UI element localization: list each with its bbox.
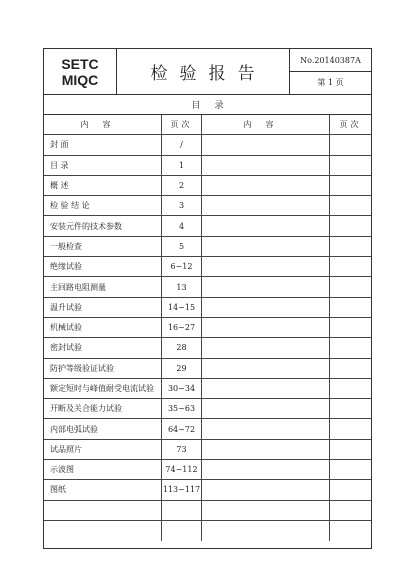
- toc-item-page-2: [330, 237, 371, 256]
- toc-item-content-2: [202, 338, 330, 357]
- toc-item-content-2: [202, 277, 330, 296]
- table-row: [44, 440, 371, 460]
- toc-item-content-2: [202, 440, 330, 459]
- toc-item-content-2: [202, 298, 330, 317]
- toc-item-page-2: [330, 338, 371, 357]
- table-row: [44, 298, 371, 318]
- toc-item-page: 1: [162, 156, 202, 175]
- toc-item-page-2: [330, 298, 371, 317]
- toc-item-content-2: [202, 399, 330, 418]
- toc-item-content: 封 面: [44, 135, 162, 154]
- report-sheet: [43, 48, 372, 549]
- toc-item-content-2: [202, 419, 330, 438]
- table-row: [44, 501, 371, 521]
- table-header-row: [44, 115, 371, 135]
- toc-item-page: 4: [162, 216, 202, 235]
- table-row: [44, 521, 371, 541]
- toc-item-page: 35~63: [162, 399, 202, 418]
- toc-item-page: 16~27: [162, 318, 202, 337]
- toc-item-page: 3: [162, 196, 202, 215]
- toc-item-page: 5: [162, 237, 202, 256]
- toc-item-content: 图纸: [44, 480, 162, 499]
- toc-item-content-2: [202, 501, 330, 520]
- table-row: [44, 257, 371, 277]
- toc-item-page-2: [330, 379, 371, 398]
- page-number: 第 1 页: [317, 78, 344, 87]
- toc-item-page-2: [330, 318, 371, 337]
- toc-item-page: 29: [162, 359, 202, 378]
- toc-item-content: 一般检查: [44, 237, 162, 256]
- toc-item-page-2: [330, 419, 371, 438]
- toc-item-content-2: [202, 379, 330, 398]
- toc-item-page-2: [330, 399, 371, 418]
- toc-item-content: [44, 521, 162, 541]
- toc-item-page-2: [330, 359, 371, 378]
- toc-item-page-2: [330, 501, 371, 520]
- col-header-content-2: 内容: [202, 115, 330, 134]
- toc-item-content-2: [202, 196, 330, 215]
- org-logo-text: [44, 49, 117, 94]
- toc-item-content-2: [202, 521, 330, 541]
- toc-item-page-2: [330, 135, 371, 154]
- toc-item-page: 74~112: [162, 460, 202, 479]
- table-row: [44, 318, 371, 338]
- toc-item-content: 目 录: [44, 156, 162, 175]
- toc-item-content-2: [202, 318, 330, 337]
- toc-item-page-2: [330, 277, 371, 296]
- table-row: [44, 460, 371, 480]
- toc-item-page: [162, 521, 202, 541]
- table-row: [44, 338, 371, 358]
- toc-item-content: 安装元件的技术参数: [44, 216, 162, 235]
- toc-item-content-2: [202, 237, 330, 256]
- report-title: 检验报告: [116, 49, 290, 94]
- toc-item-page-2: [330, 156, 371, 175]
- toc-item-content-2: [202, 176, 330, 195]
- section-title: 目录: [44, 94, 371, 115]
- toc-item-page: 6~12: [162, 257, 202, 276]
- toc-item-page-2: [330, 196, 371, 215]
- toc-item-content: 概 述: [44, 176, 162, 195]
- toc-item-page-2: [330, 460, 371, 479]
- toc-item-content: 试品照片: [44, 440, 162, 459]
- toc-table: [44, 115, 371, 541]
- table-row: [44, 379, 371, 399]
- report-meta: [290, 49, 371, 94]
- toc-item-page-2: [330, 440, 371, 459]
- toc-item-content-2: [202, 359, 330, 378]
- toc-item-content-2: [202, 257, 330, 276]
- toc-item-content: 示波图: [44, 460, 162, 479]
- toc-item-content: 温升试验: [44, 298, 162, 317]
- toc-item-content: 机械试验: [44, 318, 162, 337]
- toc-item-page: 73: [162, 440, 202, 459]
- table-row: [44, 176, 371, 196]
- toc-item-page: 30~34: [162, 379, 202, 398]
- toc-item-content: [44, 501, 162, 520]
- toc-item-content: 密封试验: [44, 338, 162, 357]
- toc-item-page: 28: [162, 338, 202, 357]
- toc-item-content: 绝缘试验: [44, 257, 162, 276]
- table-row: [44, 216, 371, 236]
- toc-item-page: 13: [162, 277, 202, 296]
- toc-item-page-2: [330, 480, 371, 499]
- toc-item-page-2: [330, 176, 371, 195]
- toc-item-page-2: [330, 521, 371, 541]
- org-line1: SETC: [61, 55, 99, 72]
- toc-item-content-2: [202, 480, 330, 499]
- toc-item-content: 防护等级验证试验: [44, 359, 162, 378]
- toc-item-content-2: [202, 156, 330, 175]
- toc-item-content-2: [202, 135, 330, 154]
- toc-item-content-2: [202, 216, 330, 235]
- col-header-page: 页次: [162, 115, 202, 134]
- toc-item-page: 2: [162, 176, 202, 195]
- table-row: [44, 277, 371, 297]
- toc-item-content: 主回路电阻测量: [44, 277, 162, 296]
- table-row: [44, 419, 371, 439]
- toc-item-content-2: [202, 460, 330, 479]
- toc-item-page-2: [330, 216, 371, 235]
- table-row: [44, 480, 371, 500]
- table-row: [44, 399, 371, 419]
- toc-item-page: 64~72: [162, 419, 202, 438]
- toc-item-page: [162, 501, 202, 520]
- toc-item-page-2: [330, 257, 371, 276]
- toc-item-content: 开断及关合能力试验: [44, 399, 162, 418]
- org-line2: MIQC: [61, 71, 99, 88]
- table-row: [44, 196, 371, 216]
- table-row: [44, 359, 371, 379]
- toc-item-content: 额定短时与峰值耐受电流试验: [44, 379, 162, 398]
- report-number: No.20140387A: [290, 49, 371, 72]
- table-row: [44, 135, 371, 155]
- toc-item-content: 内部电弧试验: [44, 419, 162, 438]
- toc-item-page: 113~117: [162, 480, 202, 499]
- toc-item-page: /: [162, 135, 202, 154]
- col-header-page-2: 页次: [339, 120, 362, 130]
- table-row: [44, 237, 371, 257]
- toc-item-page: 14~15: [162, 298, 202, 317]
- toc-item-content: 检 验 结 论: [44, 196, 162, 215]
- col-header-content: 内容: [44, 115, 162, 134]
- report-header: [44, 49, 371, 95]
- table-row: [44, 156, 371, 176]
